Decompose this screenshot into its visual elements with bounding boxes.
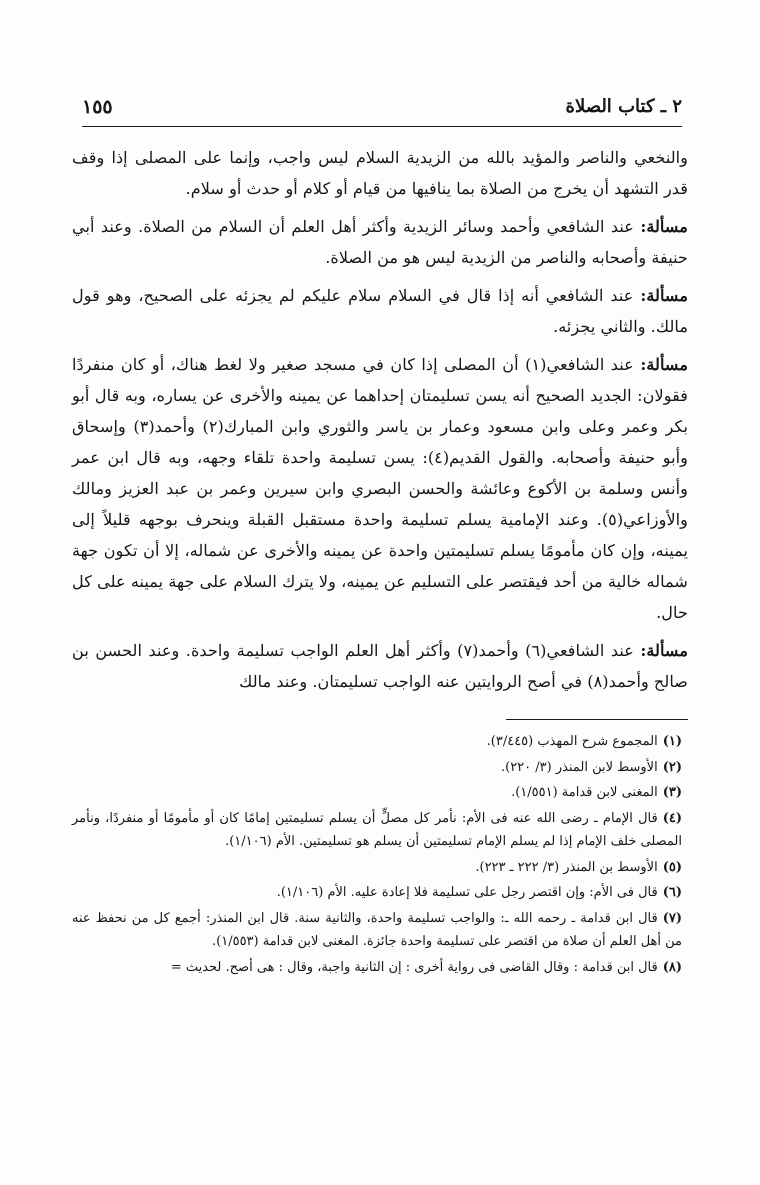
issue-label: مسألة: — [640, 217, 688, 236]
footnote-text: قال ابن قدامة : وقال القاضى فى رواية أخرى : إن الثانية واجبة، وقال : هى أصح. لحديث = — [170, 959, 658, 975]
paragraph-text: عند الشافعي(١) أن المصلى إذا كان في مسجد صغير ولا لغط هناك، أو كان منفردًا فقولان: الجديد الصحيح أنه يسن تسليمتان إحداهما عن يمينه والأخرى عن يساره، وبه قال أبو بكر وعمر وعلى وابن مسعود وعمار بن ياسر والثوري وابن المبارك(٢) وأحمد(٣) وإسحاق وأبو حنيفة وأصحابه. والقول القديم(٤): يسن تسليمة واحدة تلقاء وجهه، وبه قال ابن عمر وأنس وسلمة بن الأكوع وعائشة والحسن البصري وابن سيرين وعمر بن عبد العزيز ومالك والأوزاعي(٥). وعند الإمامية يسلم تسليمة واحدة مستقبل القبلة وينحرف بوجهه قليلاً إلى يمينه، وإن كان مأمومًا يسلم تسليمتين واحدة عن يمينه والأخرى عن شماله، إلا أن تكون جهة شماله خالية من أحد فيقتصر على التسليم عن يمينه، ولا يترك السلام على جهة يمينه على كل حال. — [72, 355, 688, 622]
paragraph-text: عند الشافعي أنه إذا قال في السلام سلام عليكم لم يجزئه على الصحيح، وهو قول مالك. والثاني يجزئه. — [72, 286, 688, 336]
footnote — [72, 856, 682, 880]
footnote-text: المجموع شرح المهذب (٣/٤٤٥). — [486, 734, 658, 749]
paragraph — [72, 142, 688, 204]
footnote-number: (٥) — [662, 859, 682, 875]
paragraph — [72, 280, 688, 342]
paragraph-text: عند الشافعي(٦) وأحمد(٧) وأكثر أهل العلم الواجب تسليمة واحدة. وعند الحسن بن صالح وأحمد(٨) في أصح الروايتين عنه الواجب تسليمتان. وعند مالك — [72, 641, 688, 691]
footnote-text: قال الإمام ـ رضى الله عنه فى الأم: نأمر كل مصلٍّ أن يسلم تسليمتين إمامًا كان أو مأمومًا أو منفردًا، ونأمر المصلى خلف الإمام إذا لم يسلم الإمام تسليمتين أن يسلم هو تسليمتين. الأم (١/١٠٦). — [72, 810, 682, 849]
footnote — [72, 781, 682, 805]
footnote — [72, 881, 682, 905]
footnote — [72, 756, 682, 780]
footnote-number: (٧) — [662, 910, 682, 926]
footnote-text: الأوسط بن المنذر (٣/ ٢٢٢ ـ ٢٢٣). — [475, 859, 658, 875]
footnote — [72, 730, 682, 754]
paragraph — [72, 211, 688, 273]
chapter-title: ٢ ـ كتاب الصلاة — [565, 96, 682, 117]
footnote-text: المغنى لابن قدامة (١/٥٥١). — [511, 785, 658, 800]
issue-label: مسألة: — [640, 355, 688, 374]
footnote-number: (١) — [662, 734, 682, 749]
paragraph-text: عند الشافعي وأحمد وسائر الزيدية وأكثر أهل العلم أن السلام من الصلاة. وعند أبي حنيفة وأصحابه والناصر من الزيدية ليس هو من الصلاة. — [72, 217, 688, 267]
paragraph-text: والنخعي والناصر والمؤيد بالله من الزيدية السلام ليس واجب، وإنما على المصلى إذا وقف قدر التشهد أن يخرج من الصلاة بما ينافيها من قيام أو كلام أو حدث أو سلام. — [72, 148, 688, 198]
footnote-number: (٣) — [662, 785, 682, 800]
footnotes — [72, 730, 682, 981]
paragraph — [72, 349, 688, 628]
main-text — [72, 142, 688, 704]
issue-label: مسألة: — [640, 286, 688, 305]
footnote-text: قال فى الأم: وإن اقتصر رجل على تسليمة فلا إعادة عليه. الأم (١/١٠٦). — [276, 885, 658, 900]
footnote — [72, 956, 682, 980]
footnote-number: (٢) — [662, 759, 682, 775]
footnote-separator — [506, 719, 688, 720]
page-number: ١٥٥ — [82, 96, 113, 118]
footnote-text: قال ابن قدامة ـ رحمه الله ـ: والواجب تسليمة واحدة، والثانية سنة. قال ابن المنذر: أجمع كل من نحفظ عنه من أهل العلم أن صلاة من اقتصر على تسليمة واحدة جائزة. المغنى لابن قدامة (١/٥٥٣). — [72, 910, 682, 949]
footnote — [72, 807, 682, 854]
running-header — [82, 94, 682, 127]
footnote — [72, 907, 682, 954]
footnote-number: (٨) — [662, 959, 682, 975]
footnote-number: (٦) — [662, 885, 682, 900]
footnote-number: (٤) — [662, 810, 682, 826]
paragraph — [72, 635, 688, 697]
issue-label: مسألة: — [640, 641, 689, 660]
footnote-text: الأوسط لابن المنذر (٣/ ٢٢٠). — [500, 759, 658, 775]
